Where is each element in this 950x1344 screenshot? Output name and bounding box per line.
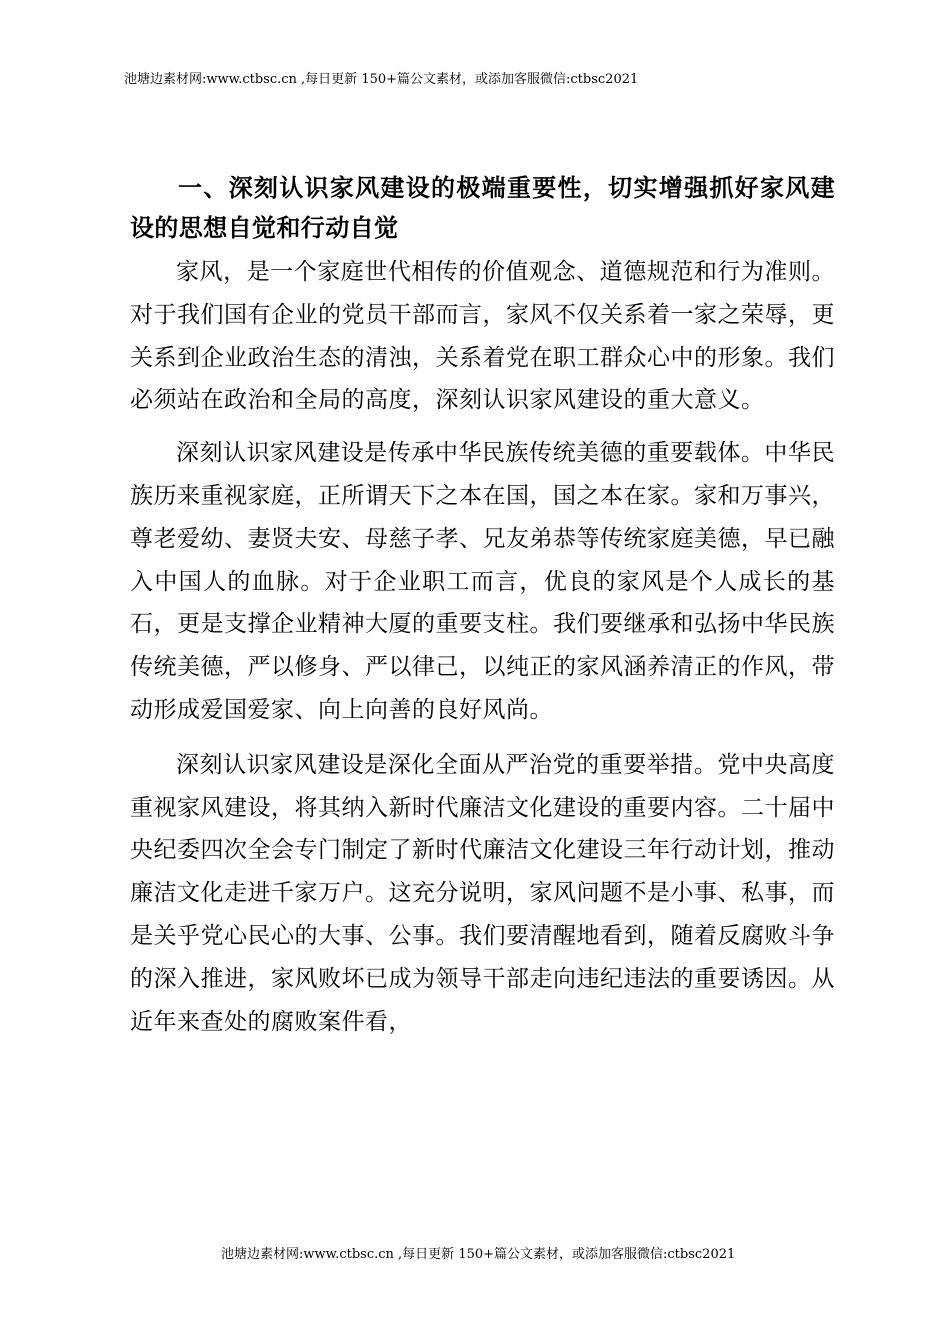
document-body bbox=[130, 168, 835, 1043]
body-paragraph: 深刻认识家风建设是深化全面从严治党的重要举措。党中央高度重视家风建设，将其纳入新时代廉洁文化建设的重要内容。二十届中央纪委四次全会专门制定了新时代廉洁文化建设三年行动计划，推动廉洁文化走进千家万户。这充分说明，家风问题不是小事、私事，而是关乎党心民心的大事、公事。我们要清醒地看到，随着反腐败斗争的深入推进，家风败坏已成为领导干部走向违纪违法的重要诱因。从近年来查处的腐败案件看， bbox=[130, 751, 835, 1035]
footer-watermark-banner: 池塘边素材网:www.ctbsc.cn ,每日更新 150+篇公文素材，或添加客服微信:ctbsc2021 bbox=[221, 1247, 736, 1262]
header-watermark-banner: 池塘边素材网:www.ctbsc.cn ,每日更新 150+篇公文素材，或添加客服微信:ctbsc2021 bbox=[124, 72, 639, 87]
body-paragraph: 深刻认识家风建设是传承中华民族传统美德的重要载体。中华民族历来重视家庭，正所谓天下之本在国，国之本在家。家和万事兴，尊老爱幼、妻贤夫安、母慈子孝、兄友弟恭等传统家庭美德，早已融入中国人的血脉。对于企业职工而言，优良的家风是个人成长的基石，更是支撑企业精神大厦的重要支柱。我们要继承和弘扬中华民族传统美德，严以修身、严以律己，以纯正的家风涵养清正的作风，带动形成爱国爱家、向上向善的良好风尚。 bbox=[130, 440, 835, 723]
section-heading: 一、深刻认识家风建设的极端重要性，切实增强抓好家风建设的思想自觉和行动自觉 bbox=[130, 174, 835, 242]
body-paragraph: 家风，是一个家庭世代相传的价值观念、道德规范和行为准则。对于我们国有企业的党员干部而言，家风不仅关系着一家之荣辱，更关系到企业政治生态的清浊，关系着党在职工群众心中的形象。我们必须站在政治和全局的高度，深刻认识家风建设的重大意义。 bbox=[130, 259, 835, 414]
